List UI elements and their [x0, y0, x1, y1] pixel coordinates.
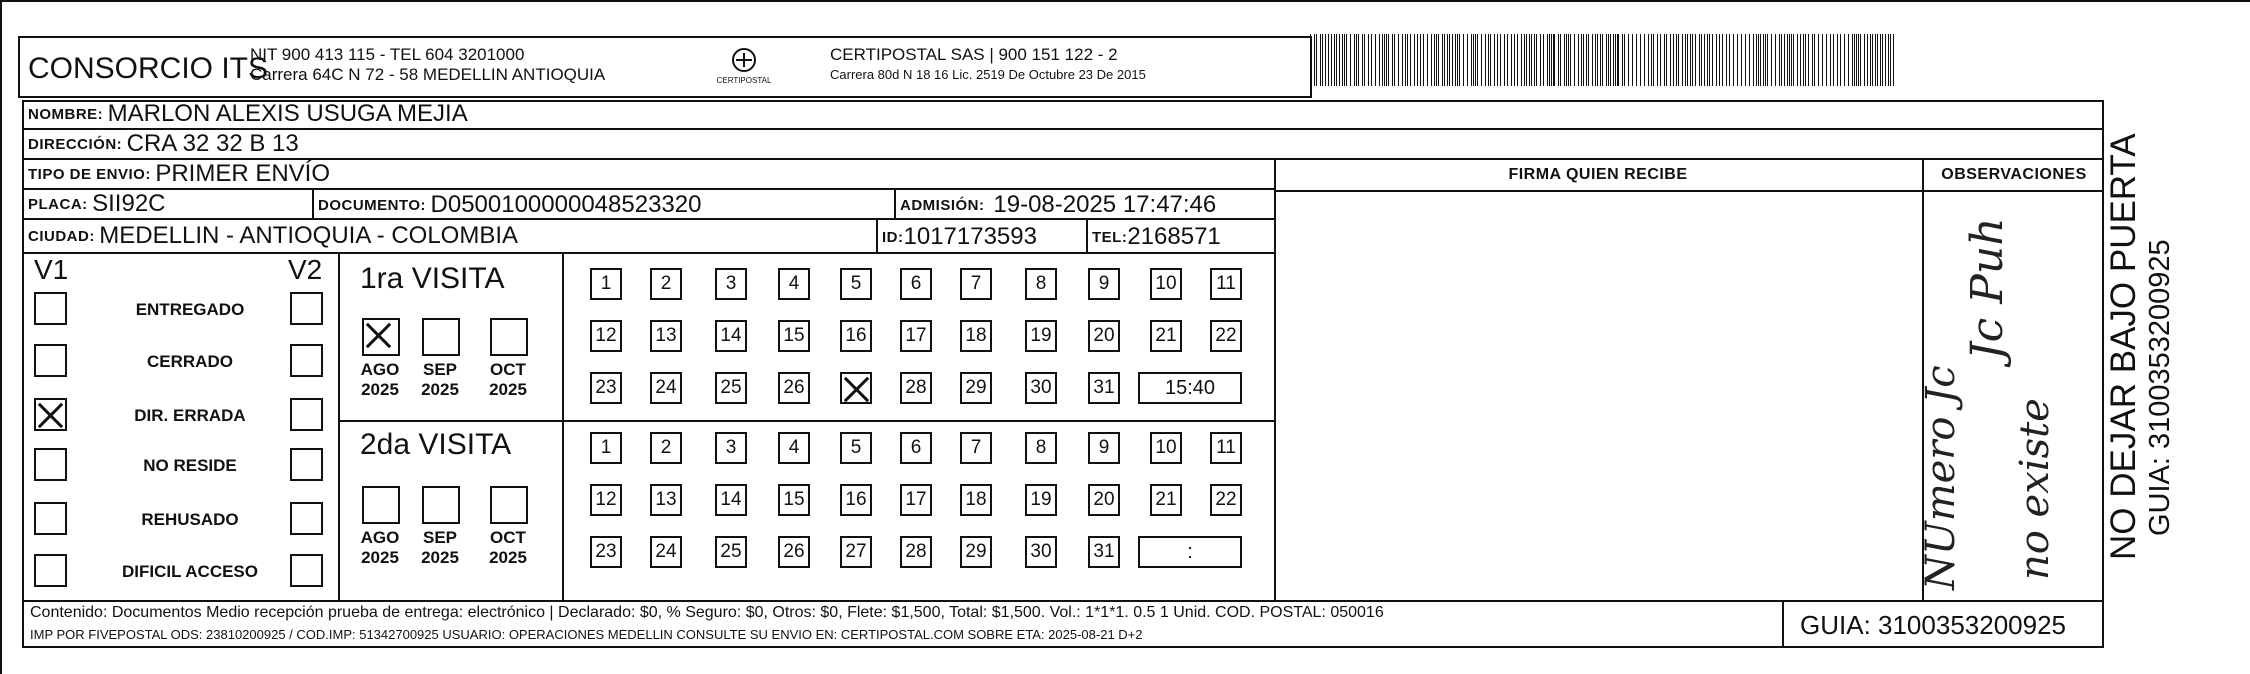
first-day-box[interactable]: 29: [960, 372, 992, 404]
handwritten-signature: Jc Puh: [1962, 217, 2013, 360]
second-day-box[interactable]: 11: [1210, 432, 1242, 464]
admision-label: ADMISIÓN:: [900, 196, 985, 214]
ciudad-row: [24, 220, 1276, 254]
certipostal-line1: CERTIPOSTAL SAS | 900 151 122 - 2: [830, 45, 1118, 64]
first-day-box[interactable]: 12: [590, 320, 622, 352]
v1-label: V1: [34, 254, 69, 285]
first-day-box[interactable]: 1: [590, 268, 622, 300]
first-day-box[interactable]: [840, 372, 872, 404]
v2-checkbox-0[interactable]: [290, 292, 323, 325]
direccion-row: [24, 130, 2104, 160]
second-day-box[interactable]: 14: [715, 484, 747, 516]
first-month-label: OCT: [490, 360, 526, 379]
v1-checkbox-5[interactable]: [34, 554, 67, 587]
second-day-box[interactable]: 22: [1210, 484, 1242, 516]
nombre-label: NOMBRE:: [28, 105, 104, 123]
first-day-box[interactable]: 14: [715, 320, 747, 352]
second-month-checkbox-2[interactable]: [490, 486, 528, 524]
status-label: CERRADO: [147, 352, 233, 371]
second-day-box[interactable]: 24: [650, 536, 682, 568]
second-day-box[interactable]: 19: [1025, 484, 1057, 516]
certipostal-logo: [712, 44, 776, 90]
first-month-label: SEP: [422, 360, 458, 379]
status-label: DIR. ERRADA: [134, 406, 246, 425]
v1-checkbox-0[interactable]: [34, 292, 67, 325]
second-day-box[interactable]: 7: [960, 432, 992, 464]
status-label: DIFICIL ACCESO: [121, 562, 258, 581]
id-value: 1017173593: [903, 223, 1037, 250]
first-day-box[interactable]: 23: [590, 372, 622, 404]
second-month-label: SEP: [422, 528, 458, 547]
first-visit-label: 1ra VISITA: [360, 262, 505, 295]
first-day-box[interactable]: 5: [840, 268, 872, 300]
first-day-box[interactable]: 2: [650, 268, 682, 300]
certipostal-line2: Carrera 80d N 18 16 Lic. 2519 De Octubre 23 De 2015: [830, 67, 1146, 82]
first-day-box[interactable]: 18: [960, 320, 992, 352]
first-year-label: 2025: [361, 380, 399, 399]
first-day-box[interactable]: 30: [1025, 372, 1057, 404]
first-day-box[interactable]: 19: [1025, 320, 1057, 352]
logo-text: CERTIPOSTAL: [716, 76, 772, 85]
second-day-box[interactable]: 17: [900, 484, 932, 516]
handwritten-note-2: no existe: [2012, 398, 2058, 580]
second-day-box[interactable]: 16: [840, 484, 872, 516]
first-day-box[interactable]: 11: [1210, 268, 1242, 300]
documento-cell: [318, 190, 701, 220]
direccion-label: DIRECCIÓN:: [28, 135, 123, 153]
second-day-box[interactable]: 30: [1025, 536, 1057, 568]
second-month-label: OCT: [490, 528, 526, 547]
second-year-label: 2025: [421, 548, 459, 567]
second-day-box[interactable]: 31: [1088, 536, 1120, 568]
first-day-box[interactable]: 24: [650, 372, 682, 404]
first-day-box[interactable]: 26: [778, 372, 810, 404]
v1-checkbox-3[interactable]: [34, 448, 67, 481]
barcode-icon: [1310, 34, 1898, 86]
first-month-checkbox-1[interactable]: [422, 318, 460, 356]
id-cell: [882, 220, 1037, 254]
second-day-box[interactable]: 13: [650, 484, 682, 516]
first-month-checkbox-2[interactable]: [490, 318, 528, 356]
second-day-box[interactable]: 4: [778, 432, 810, 464]
second-year-label: 2025: [489, 548, 527, 567]
placa-label: PLACA:: [28, 195, 88, 213]
first-month-label: AGO: [360, 360, 400, 379]
second-day-box[interactable]: 3: [715, 432, 747, 464]
second-visit-label: 2da VISITA: [360, 428, 512, 461]
id-label: ID:: [882, 228, 904, 246]
second-month-checkbox-1[interactable]: [422, 486, 460, 524]
first-day-box[interactable]: 22: [1210, 320, 1242, 352]
second-day-box[interactable]: 9: [1088, 432, 1120, 464]
v2-checkbox-5[interactable]: [290, 554, 323, 587]
first-year-label: 2025: [489, 380, 527, 399]
first-day-box[interactable]: 28: [900, 372, 932, 404]
first-month-checkbox-0[interactable]: [362, 318, 400, 356]
admision-cell: [900, 190, 1216, 220]
ciudad-value: MEDELLIN - ANTIOQUIA - COLOMBIA: [99, 222, 519, 249]
status-label: REHUSADO: [141, 510, 239, 529]
documento-value: D0500100000048523320: [430, 191, 702, 218]
first-day-box[interactable]: 6: [900, 268, 932, 300]
second-day-box[interactable]: 28: [900, 536, 932, 568]
second-day-box[interactable]: 12: [590, 484, 622, 516]
v2-checkbox-2[interactable]: [290, 398, 323, 431]
status-label: ENTREGADO: [135, 300, 245, 319]
v2-checkbox-4[interactable]: [290, 502, 323, 535]
placa-value: SII92C: [92, 190, 166, 217]
second-year-label: 2025: [361, 548, 399, 567]
second-day-box[interactable]: 27: [840, 536, 872, 568]
second-day-box[interactable]: 10: [1150, 432, 1182, 464]
first-day-box[interactable]: 9: [1088, 268, 1120, 300]
tipo-row: [24, 160, 1276, 190]
nombre-row: [24, 100, 2104, 130]
nombre-value: MARLON ALEXIS USUGA MEJIA: [107, 100, 468, 127]
second-day-box[interactable]: 6: [900, 432, 932, 464]
first-year-label: 2025: [421, 380, 459, 399]
footer-contenido: Contenido: Documentos Medio recepción prueba de entrega: electrónico | Declarado: $0, % Seguro: $0, Otros: $0, Flete: $1,500, Total: $1,500. Vol.: 1*1*1. 0.5 1 Unid. COD. POSTAL: 050016: [30, 604, 1384, 621]
v1-checkbox-1[interactable]: [34, 344, 67, 377]
firma-label: FIRMA QUIEN RECIBE: [1508, 166, 1688, 183]
tel-cell: [1092, 220, 1221, 254]
v2-checkbox-3[interactable]: [290, 448, 323, 481]
first-day-box[interactable]: 16: [840, 320, 872, 352]
first-day-box[interactable]: 15: [778, 320, 810, 352]
first-day-box[interactable]: 10: [1150, 268, 1182, 300]
first-day-box[interactable]: 8: [1025, 268, 1057, 300]
second-day-box[interactable]: 29: [960, 536, 992, 568]
first-day-box[interactable]: 21: [1150, 320, 1182, 352]
v2-label: V2: [288, 254, 323, 285]
handwritten-note-1: NUmero Jc: [1918, 365, 1964, 590]
barcode: [1310, 34, 1898, 86]
tipo-value: PRIMER ENVÍO: [155, 160, 331, 187]
ciudad-label: CIUDAD:: [28, 227, 95, 245]
second-day-box[interactable]: 26: [778, 536, 810, 568]
tel-label: TEL:: [1092, 228, 1128, 246]
second-day-box[interactable]: 5: [840, 432, 872, 464]
admision-value: 19-08-2025 17:47:46: [993, 191, 1217, 218]
second-time-box[interactable]: :: [1138, 536, 1242, 568]
company-line2: Carrera 64C N 72 - 58 MEDELLIN ANTIOQUIA: [250, 65, 606, 84]
side-notice: NO DEJAR BAJO PUERTA: [2104, 133, 2143, 560]
second-day-box[interactable]: 1: [590, 432, 622, 464]
side-guia: GUIA: 3100353200925: [2144, 239, 2176, 536]
direccion-value: CRA 32 32 B 13: [126, 130, 299, 157]
first-day-box[interactable]: 7: [960, 268, 992, 300]
first-day-box[interactable]: 4: [778, 268, 810, 300]
second-day-box[interactable]: 18: [960, 484, 992, 516]
second-day-box[interactable]: 15: [778, 484, 810, 516]
second-day-box[interactable]: 20: [1088, 484, 1120, 516]
footer-guia: GUIA: 3100353200925: [1800, 610, 2066, 640]
first-day-box[interactable]: 31: [1088, 372, 1120, 404]
v1-checkbox-2[interactable]: [34, 398, 67, 431]
first-time-box[interactable]: 15:40: [1138, 372, 1242, 404]
status-label: NO RESIDE: [143, 456, 237, 475]
v2-checkbox-1[interactable]: [290, 344, 323, 377]
tipo-label: TIPO DE ENVIO:: [28, 165, 151, 183]
first-day-box[interactable]: 3: [715, 268, 747, 300]
first-day-box[interactable]: 20: [1088, 320, 1120, 352]
second-day-box[interactable]: 2: [650, 432, 682, 464]
company-line1: NIT 900 413 115 - TEL 604 3201000: [250, 45, 525, 64]
second-day-box[interactable]: 8: [1025, 432, 1057, 464]
first-day-box[interactable]: 17: [900, 320, 932, 352]
first-day-box[interactable]: 25: [715, 372, 747, 404]
first-day-box[interactable]: 13: [650, 320, 682, 352]
second-month-label: AGO: [360, 528, 400, 547]
second-month-checkbox-0[interactable]: [362, 486, 400, 524]
footer-imp: IMP POR FIVEPOSTAL ODS: 23810200925 / COD.IMP: 51342700925 USUARIO: OPERACIONES MEDELLIN CONSULTE SU ENVIO EN: CERTIPOSTAL.COM SOBRE ETA: 2025-08-21 D+2: [30, 627, 1143, 642]
tel-value: 2168571: [1127, 223, 1221, 250]
second-day-box[interactable]: 23: [590, 536, 622, 568]
second-day-box[interactable]: 21: [1150, 484, 1182, 516]
observaciones-label: OBSERVACIONES: [1941, 166, 2087, 183]
v1-checkbox-4[interactable]: [34, 502, 67, 535]
company-name: CONSORCIO ITS: [28, 52, 269, 85]
documento-label: DOCUMENTO:: [318, 196, 427, 214]
second-day-box[interactable]: 25: [715, 536, 747, 568]
